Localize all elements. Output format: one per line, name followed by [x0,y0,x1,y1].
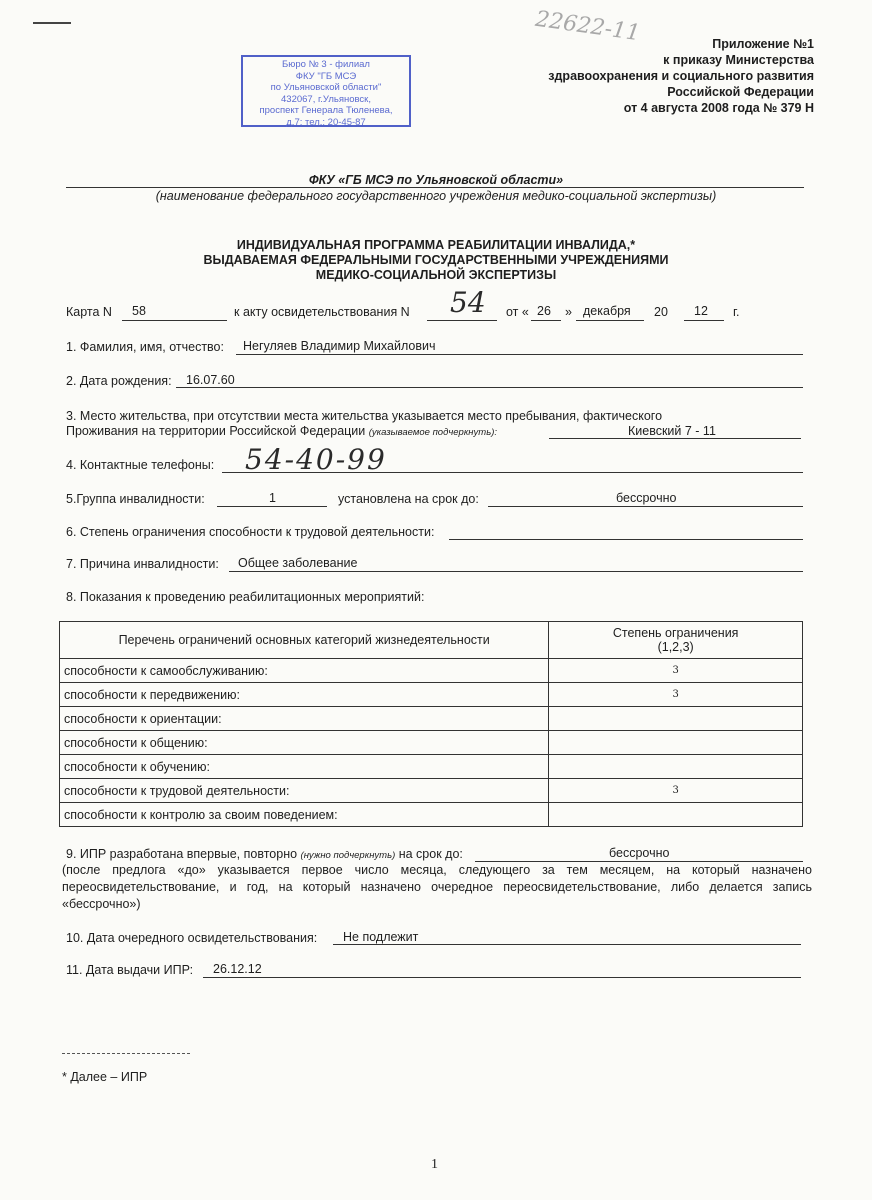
degree-cell: 3 [549,683,803,707]
degree-cell: 3 [549,659,803,683]
category-cell: способности к контролю за своим поведением: [60,803,549,827]
header-category-text: Перечень ограничений основных категорий жизнедеятельности [118,633,490,647]
name-line [236,354,803,355]
issue-date-label: 11. Дата выдачи ИПР: [66,963,194,977]
category-cell: способности к ориентации: [60,707,549,731]
appendix-line: Российской Федерации [667,85,814,99]
stamp-line: Бюро № 3 - филиал [282,59,370,70]
category-cell: способности к передвижению: [60,683,549,707]
table-row [60,731,803,755]
cause-label: 7. Причина инвалидности: [66,557,219,571]
organization-stamp [241,55,411,127]
title-line: ВЫДАВАЕМАЯ ФЕДЕРАЛЬНЫМИ ГОСУДАРСТВЕННЫМИ УЧРЕЖДЕНИЯМИ [203,253,669,267]
next-exam-label: 10. Дата очередного освидетельствования: [66,931,318,945]
title-line: МЕДИКО-СОЦИАЛЬНОЙ ЭКСПЕРТИЗЫ [315,268,557,282]
ipr-term-label: на срок до: [398,847,463,861]
organization-name: ФКУ «ГБ МСЭ по Ульяновской области» [308,173,564,187]
table-row [60,755,803,779]
residence-label-line-2 [66,424,497,438]
degree-cell [549,755,803,779]
ipr-note: (нужно подчеркнуть) [300,850,396,861]
title-line: ИНДИВИДУАЛЬНАЯ ПРОГРАММА РЕАБИЛИТАЦИИ ИНВАЛИДА,* [236,238,636,252]
phone-label: 4. Контактные телефоны: [66,458,215,472]
appendix-line: Приложение №1 [712,37,814,51]
act-day: 26 [537,304,551,318]
appendix-line: к приказу Министерства [663,53,814,67]
card-number-line [122,320,227,321]
act-number: 54 [450,286,486,319]
appendix-reference [548,36,814,116]
stamp-line: ФКУ "ГБ МСЭ [295,70,357,82]
act-year-line [684,320,724,321]
group-term-label: установлена на срок до: [338,492,479,506]
act-month-line [576,320,644,321]
stamp-line: по Ульяновской области" [270,82,382,93]
document-title [0,238,872,283]
name-value: Негуляев Владимир Михайлович [243,339,436,353]
ipr-label: 9. ИПР разработана впервые, повторно [66,847,298,861]
name-label: 1. Фамилия, имя, отчество: [66,340,224,354]
header-degree-text: Степень ограничения [612,626,739,640]
degree-cell: 3 [549,779,803,803]
ipr-explanation: (после предлога «до» указывается первое число месяца, следующего за тем месяцем, на который назначено переосвидетельствование, и год, на который назначено очередное переосвидетельствование, либо делается запись «бессрочно») [62,863,812,911]
act-month: декабря [583,304,631,318]
residence-label-text: Проживания на территории Российской Федерации [66,424,366,438]
footnote-separator [62,1053,190,1054]
table-row [60,803,803,827]
act-label: к акту освидетельствования N [234,305,410,319]
table-row [60,683,803,707]
phone-line [222,472,803,473]
stamp-line: проспект Генерала Тюленева, [259,105,393,116]
residence-label-line-1: 3. Место жительства, при отсутствии места жительства указывается место пребывания, фактического [66,409,663,423]
ipr-term-value: бессрочно [609,846,670,860]
degree-cell [549,707,803,731]
footnote: * Далее – ИПР [62,1070,148,1084]
organization-caption: (наименование федерального государственного учреждения медико-социальной экспертизы) [155,189,717,203]
ipr-line [66,847,463,861]
degree-cell [549,803,803,827]
table-header-row [60,622,803,659]
scan-mark [33,22,71,24]
act-century: 20 [654,305,668,319]
date-from-label: от « [506,305,529,319]
organization-underline [66,187,804,188]
issue-date-value: 26.12.12 [213,962,262,976]
group-term-value: бессрочно [616,491,677,505]
residence-note: (указываемое подчеркнуть): [368,427,497,438]
category-cell: способности к общению: [60,731,549,755]
handwritten-number: 22622-11 [533,6,642,47]
appendix-line: здравоохранения и социального развития [548,69,814,83]
dob-line [176,387,803,388]
column-header-category [60,622,549,659]
act-year: 12 [694,304,708,318]
cause-value: Общее заболевание [238,556,358,570]
table-row [60,779,803,803]
residence-line [549,438,801,439]
degree-cell [549,731,803,755]
work-ability-line [449,539,803,540]
next-exam-value: Не подлежит [343,930,419,944]
column-header-degree [549,622,803,659]
table-row [60,707,803,731]
limitations-table [59,621,803,827]
work-ability-label: 6. Степень ограничения способности к трудовой деятельности: [66,525,435,539]
act-number-line [427,320,497,321]
phone-value: 54-40-99 [245,443,387,476]
group-label: 5.Группа инвалидности: [66,492,205,506]
header-degree-scale: (1,2,3) [657,640,694,654]
group-term-line [488,506,803,507]
card-number: 58 [132,304,146,318]
indications-label: 8. Показания к проведению реабилитационных мероприятий: [66,590,425,604]
cause-line [229,571,803,572]
group-line [217,506,327,507]
act-day-line [531,320,561,321]
issue-date-line [203,977,801,978]
group-value: 1 [269,491,276,505]
category-cell: способности к обучению: [60,755,549,779]
next-exam-line [333,944,801,945]
category-cell: способности к трудовой деятельности: [60,779,549,803]
year-suffix: г. [733,305,740,319]
appendix-line: от 4 августа 2008 года № 379 Н [623,101,814,115]
stamp-line: 432067, г.Ульяновск, [281,93,371,105]
table-row [60,659,803,683]
stamp-line: д.7; тел.: 20-45-87 [286,116,366,128]
dob-value: 16.07.60 [186,373,235,387]
category-cell: способности к самообслуживанию: [60,659,549,683]
residence-value: Киевский 7 - 11 [628,424,716,438]
date-close-quote: » [565,305,572,319]
dob-label: 2. Дата рождения: [66,374,172,388]
page-number: 1 [431,1157,438,1172]
card-label: Карта N [66,305,112,319]
